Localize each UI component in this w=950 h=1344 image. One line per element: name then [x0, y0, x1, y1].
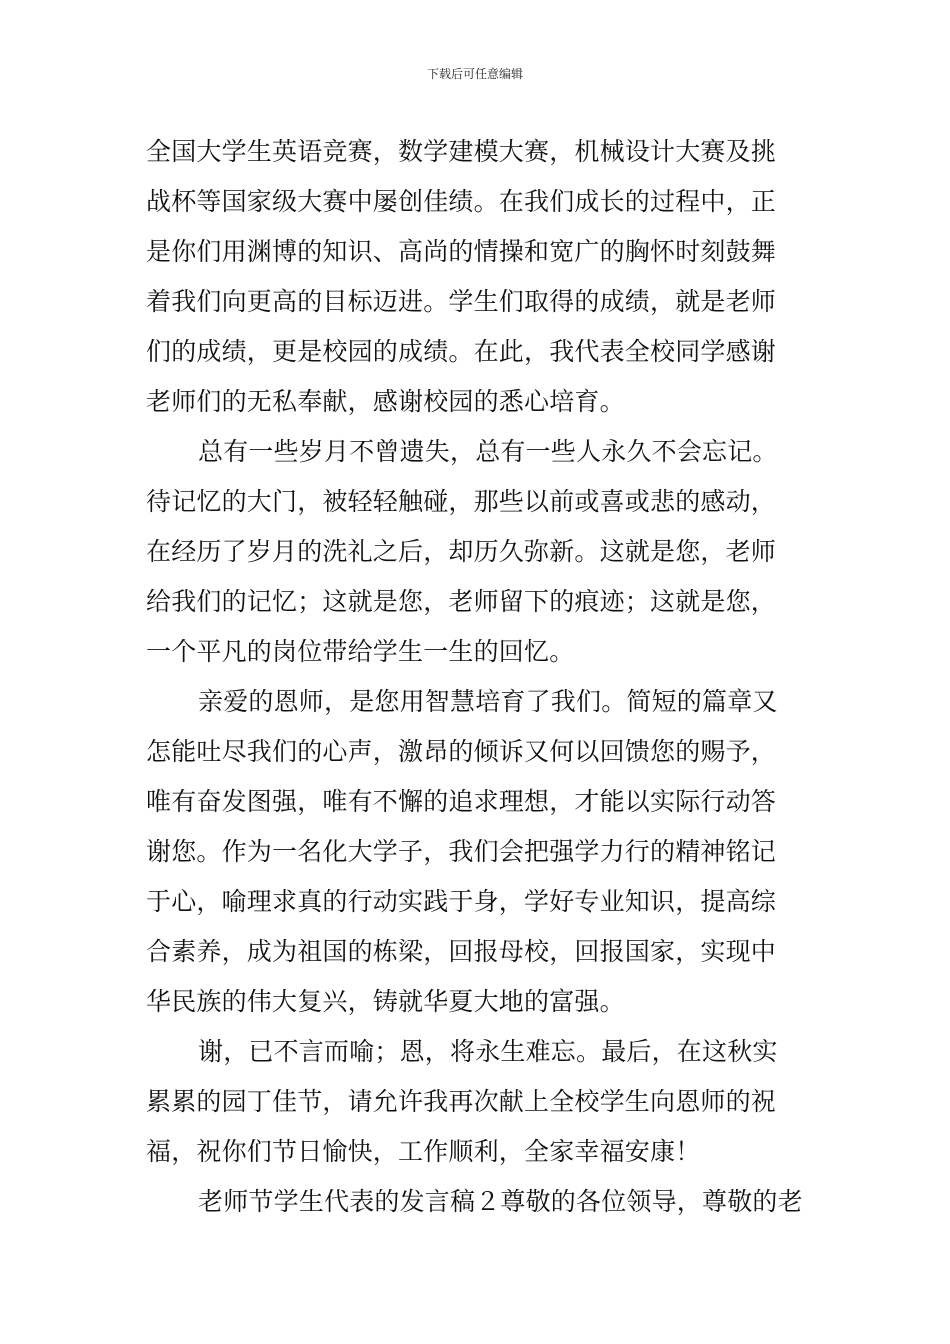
- text-line: 给我们的记忆；这就是您，老师留下的痕迹；这就是您，: [146, 587, 777, 616]
- paragraph-start-line: 亲爱的恩师，是您用智慧培育了我们。简短的篇章又: [198, 687, 778, 716]
- text-line: 老师们的无私奉献，感谢校园的悉心培育。: [146, 387, 625, 416]
- paragraph-start-line: 老师节学生代表的发言稿２尊敬的各位领导，尊敬的老: [198, 1187, 803, 1216]
- text-line: 们的成绩，更是校园的成绩。在此，我代表全校同学感谢: [146, 337, 777, 366]
- page-header: 下载后可任意编辑: [426, 67, 523, 81]
- text-line: 在经历了岁月的洗礼之后，却历久弥新。这就是您，老师: [146, 537, 777, 566]
- text-line: 福，祝你们节日愉快，工作顺利，全家幸福安康！: [146, 1137, 701, 1166]
- paragraph-start-line: 谢，已不言而喻；恩，将永生难忘。最后，在这秋实: [198, 1037, 778, 1066]
- text-line: 着我们向更高的目标迈进。学生们取得的成绩，就是老师: [146, 287, 777, 316]
- text-line: 唯有奋发图强，唯有不懈的追求理想，才能以实际行动答: [146, 787, 777, 816]
- text-line: 全国大学生英语竞赛，数学建模大赛，机械设计大赛及挑: [146, 137, 777, 166]
- text-line: 华民族的伟大复兴，铸就华夏大地的富强。: [146, 987, 625, 1016]
- text-line: 合素养，成为祖国的栋梁，回报母校，回报国家，实现中: [146, 937, 777, 966]
- text-line: 谢您。作为一名化大学子，我们会把强学力行的精神铭记: [146, 837, 777, 866]
- text-line: 于心，喻理求真的行动实践于身，学好专业知识，提高综: [146, 887, 777, 916]
- document-body: [146, 127, 810, 1227]
- text-line: 战杯等国家级大赛中屡创佳绩。在我们成长的过程中，正: [146, 187, 777, 216]
- text-line: 待记忆的大门，被轻轻触碰，那些以前或喜或悲的感动，: [146, 487, 777, 516]
- text-line: 累累的园丁佳节，请允许我再次献上全校学生向恩师的祝: [146, 1087, 777, 1116]
- text-line: 怎能吐尽我们的心声，激昂的倾诉又何以回馈您的赐予，: [146, 737, 777, 766]
- text-line: 是你们用渊博的知识、高尚的情操和宽广的胸怀时刻鼓舞: [146, 237, 777, 266]
- text-line: 一个平凡的岗位带给学生一生的回忆。: [146, 637, 575, 666]
- paragraph-start-line: 总有一些岁月不曾遗失，总有一些人永久不会忘记。: [198, 437, 778, 466]
